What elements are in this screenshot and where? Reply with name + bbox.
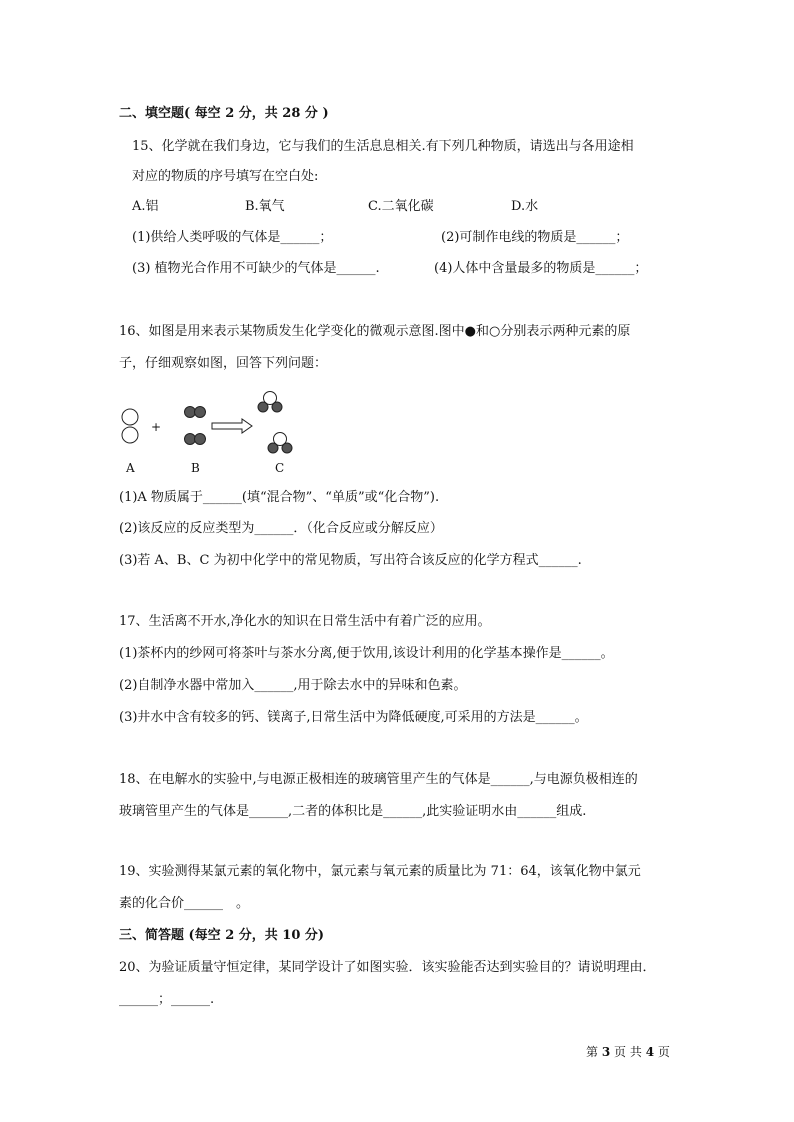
- q18-line2: 玻璃管里产生的气体是______,二者的体积比是______,此实验证明水由______组成.: [119, 804, 587, 819]
- label-b: B: [191, 461, 200, 475]
- molecule-c: [258, 392, 292, 454]
- plus-sign: +: [151, 420, 162, 434]
- label-c: C: [275, 461, 285, 475]
- section-2-heading: 二、填空题( 每空 2 分，共 28 分 ): [119, 106, 329, 121]
- filled-atom: [185, 407, 196, 418]
- q19-line1: 19、实验测得某氯元素的氧化物中，氯元素与氧元素的质量比为 71：64，该氧化物中氯元: [119, 864, 641, 879]
- q15-sub2: (2)可制作电线的物质是______；: [441, 230, 629, 245]
- q19-line2: 素的化合价______ 。: [119, 896, 250, 911]
- filled-atom: [185, 434, 196, 445]
- q17-sub2: (2)自制净水器中常加入______,用于除去水中的异味和色素。: [119, 678, 467, 693]
- q15-option-b: B.氧气: [245, 199, 285, 214]
- q15-option-d: D.水: [511, 199, 539, 214]
- q15-stem-line1: 15、化学就在我们身边，它与我们的生活息息相关.有下列几种物质，请选出与各用途相: [132, 139, 634, 154]
- footer-total-pages: 4: [645, 1045, 655, 1059]
- filled-atom: [282, 443, 292, 453]
- page-footer: [586, 1043, 670, 1060]
- q18-line1: 18、在电解水的实验中,与电源正极相连的玻璃管里产生的气体是______,与电源负极相连的: [119, 772, 638, 787]
- q15-sub4: (4)人体中含量最多的物质是______；: [434, 261, 648, 276]
- q15-option-c: C.二氧化碳: [368, 199, 434, 214]
- filled-atom: [258, 402, 268, 412]
- filled-atom: [195, 434, 206, 445]
- filled-atom: [195, 407, 206, 418]
- q15-option-a: A.铝: [132, 199, 159, 214]
- q17-sub1: (1)茶杯内的纱网可将茶叶与茶水分离,便于饮用,该设计利用的化学基本操作是______。: [119, 646, 614, 661]
- q20-line1: 20、为验证质量守恒定律，某同学设计了如图实验．该实验能否达到实验目的？请说明理由．: [119, 960, 656, 975]
- reaction-arrow: [212, 419, 252, 433]
- q15-stem-line2: 对应的物质的序号填写在空白处:: [132, 169, 319, 184]
- footer-suffix: 页: [657, 1045, 670, 1059]
- section-3-heading: 三、简答题 (每空 2 分，共 10 分): [119, 928, 325, 943]
- footer-page-number: 3: [601, 1045, 611, 1059]
- q20-line2: ______；______.: [119, 992, 215, 1007]
- reaction-diagram: [112, 385, 312, 477]
- molecule-b: [185, 407, 206, 445]
- molecule-a: [122, 409, 138, 443]
- q15-sub3: (3) 植物光合作用不可缺少的气体是______.: [132, 261, 380, 276]
- label-a: A: [126, 461, 135, 475]
- q16-sub1: (1)A 物质属于______(填“混合物”、“单质”或“化合物”).: [119, 490, 440, 505]
- hollow-atom: [122, 427, 138, 443]
- q16-sub3: (3)若 A、B、C 为初中化学中的常见物质，写出符合该反应的化学方程式______.: [119, 553, 582, 568]
- footer-prefix: 第: [586, 1045, 599, 1059]
- q17-stem: 17、生活离不开水,净化水的知识在日常生活中有着广泛的应用。: [119, 614, 491, 629]
- hollow-atom: [122, 409, 138, 425]
- q15-sub1: (1)供给人类呼吸的气体是______；: [132, 230, 333, 245]
- q16-sub2: (2)该反应的反应类型为______．（化合反应或分解反应）: [119, 521, 443, 536]
- filled-atom: [272, 402, 282, 412]
- q17-sub3: (3)井水中含有较多的钙、镁离子,日常生活中为降低硬度,可采用的方法是______。: [119, 710, 588, 725]
- filled-atom: [268, 443, 278, 453]
- footer-middle: 页 共: [614, 1045, 642, 1059]
- q16-stem-line1: 16、如图是用来表示某物质发生化学变化的微观示意图.图中●和○分别表示两种元素的原: [119, 324, 631, 339]
- q16-stem-line2: 子，仔细观察如图，回答下列问题：: [119, 356, 328, 371]
